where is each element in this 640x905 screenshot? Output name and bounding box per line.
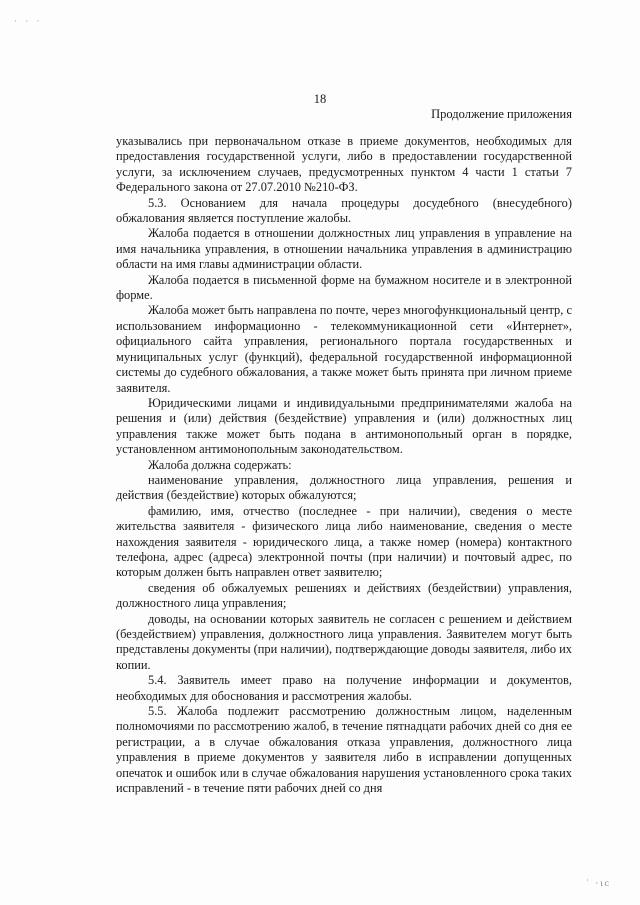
paragraph: Юридическими лицами и индивидуальными предпринимателями жалоба на решения и (или) действия (бездействие) управления и (или) должностных лиц управления также может быть подана в антимонопольный орган в порядке, установленном антимонопольным законодательством. — [116, 395, 572, 457]
paragraph: Жалоба подается в письменной форме на бумажном носителе и в электронной форме. — [116, 272, 572, 303]
paragraph: 5.5. Жалоба подлежит рассмотрению должностным лицом, наделенным полномочиями по рассмотрению жалоб, в течение пятнадцати рабочих дней со дня ее регистрации, а в случае обжалования отказа управления, должностного лица управления в приеме документов у заявителя либо в исправлении допущенных опечаток и ошибок или в случае обжалования нарушения установленного срока таких исправлений - в течение пяти рабочих дней со дня — [116, 704, 572, 796]
paragraph: Жалоба может быть направлена по почте, через многофункциональный центр, с использованием информационно - телекоммуникационной сети «Интернет», официального сайта управления, регионального портала государственных и муниципальных услуг (функций), федеральной государственной информационной системы до судебного обжалования, а также может быть принята при личном приеме заявителя. — [116, 303, 572, 395]
paragraph: Жалоба подается в отношении должностных лиц управления в управление на имя начальника управления, в отношении начальника управления в администрацию области на имя главы администрации области. — [116, 226, 572, 272]
scan-artifact-bottom: ˙ ·ιᴄ — [586, 878, 611, 888]
document-body — [116, 134, 572, 796]
paragraph: указывались при первоначальном отказе в приеме документов, необходимых для предоставления государственной услуги, либо в предоставлении государственной услуги, за исключением случаев, предусмотренных пунктом 4 части 1 статьи 7 Федерального закона от 27.07.2010 №210-ФЗ. — [116, 134, 572, 195]
paragraph: 5.3. Основанием для начала процедуры досудебного (внесудебного) обжалования является поступление жалобы. — [116, 195, 572, 226]
continuation-label: Продолжение приложения — [431, 107, 572, 121]
paragraph: фамилию, имя, отчество (последнее - при наличии), сведения о месте жительства заявителя - физического лица либо наименование, сведения о месте нахождения заявителя - юридического лица, а также номер (номера) контактного телефона, адрес (адреса) электронной почты (при наличии) и почтовый адрес, по которым должен быть направлен ответ заявителю; — [116, 503, 572, 580]
scan-artifact-top: · · · — [14, 16, 43, 26]
page-number: 18 — [313, 92, 327, 106]
paragraph: 5.4. Заявитель имеет право на получение информации и документов, необходимых для обоснования и рассмотрения жалобы. — [116, 673, 572, 703]
paragraph: наименование управления, должностного лица управления, решения и действия (бездействие) которых обжалуются; — [116, 472, 572, 503]
paragraph: доводы, на основании которых заявитель не согласен с решением и действием (бездействием) управления, должностного лица управления. Заявителем могут быть представлены документы (при наличии), подтверждающие доводы заявителя, либо их копии. — [116, 611, 572, 672]
paragraph: сведения об обжалуемых решениях и действиях (бездействии) управления, должностного лица управления; — [116, 580, 572, 611]
paragraph: Жалоба должна содержать: — [148, 457, 292, 472]
